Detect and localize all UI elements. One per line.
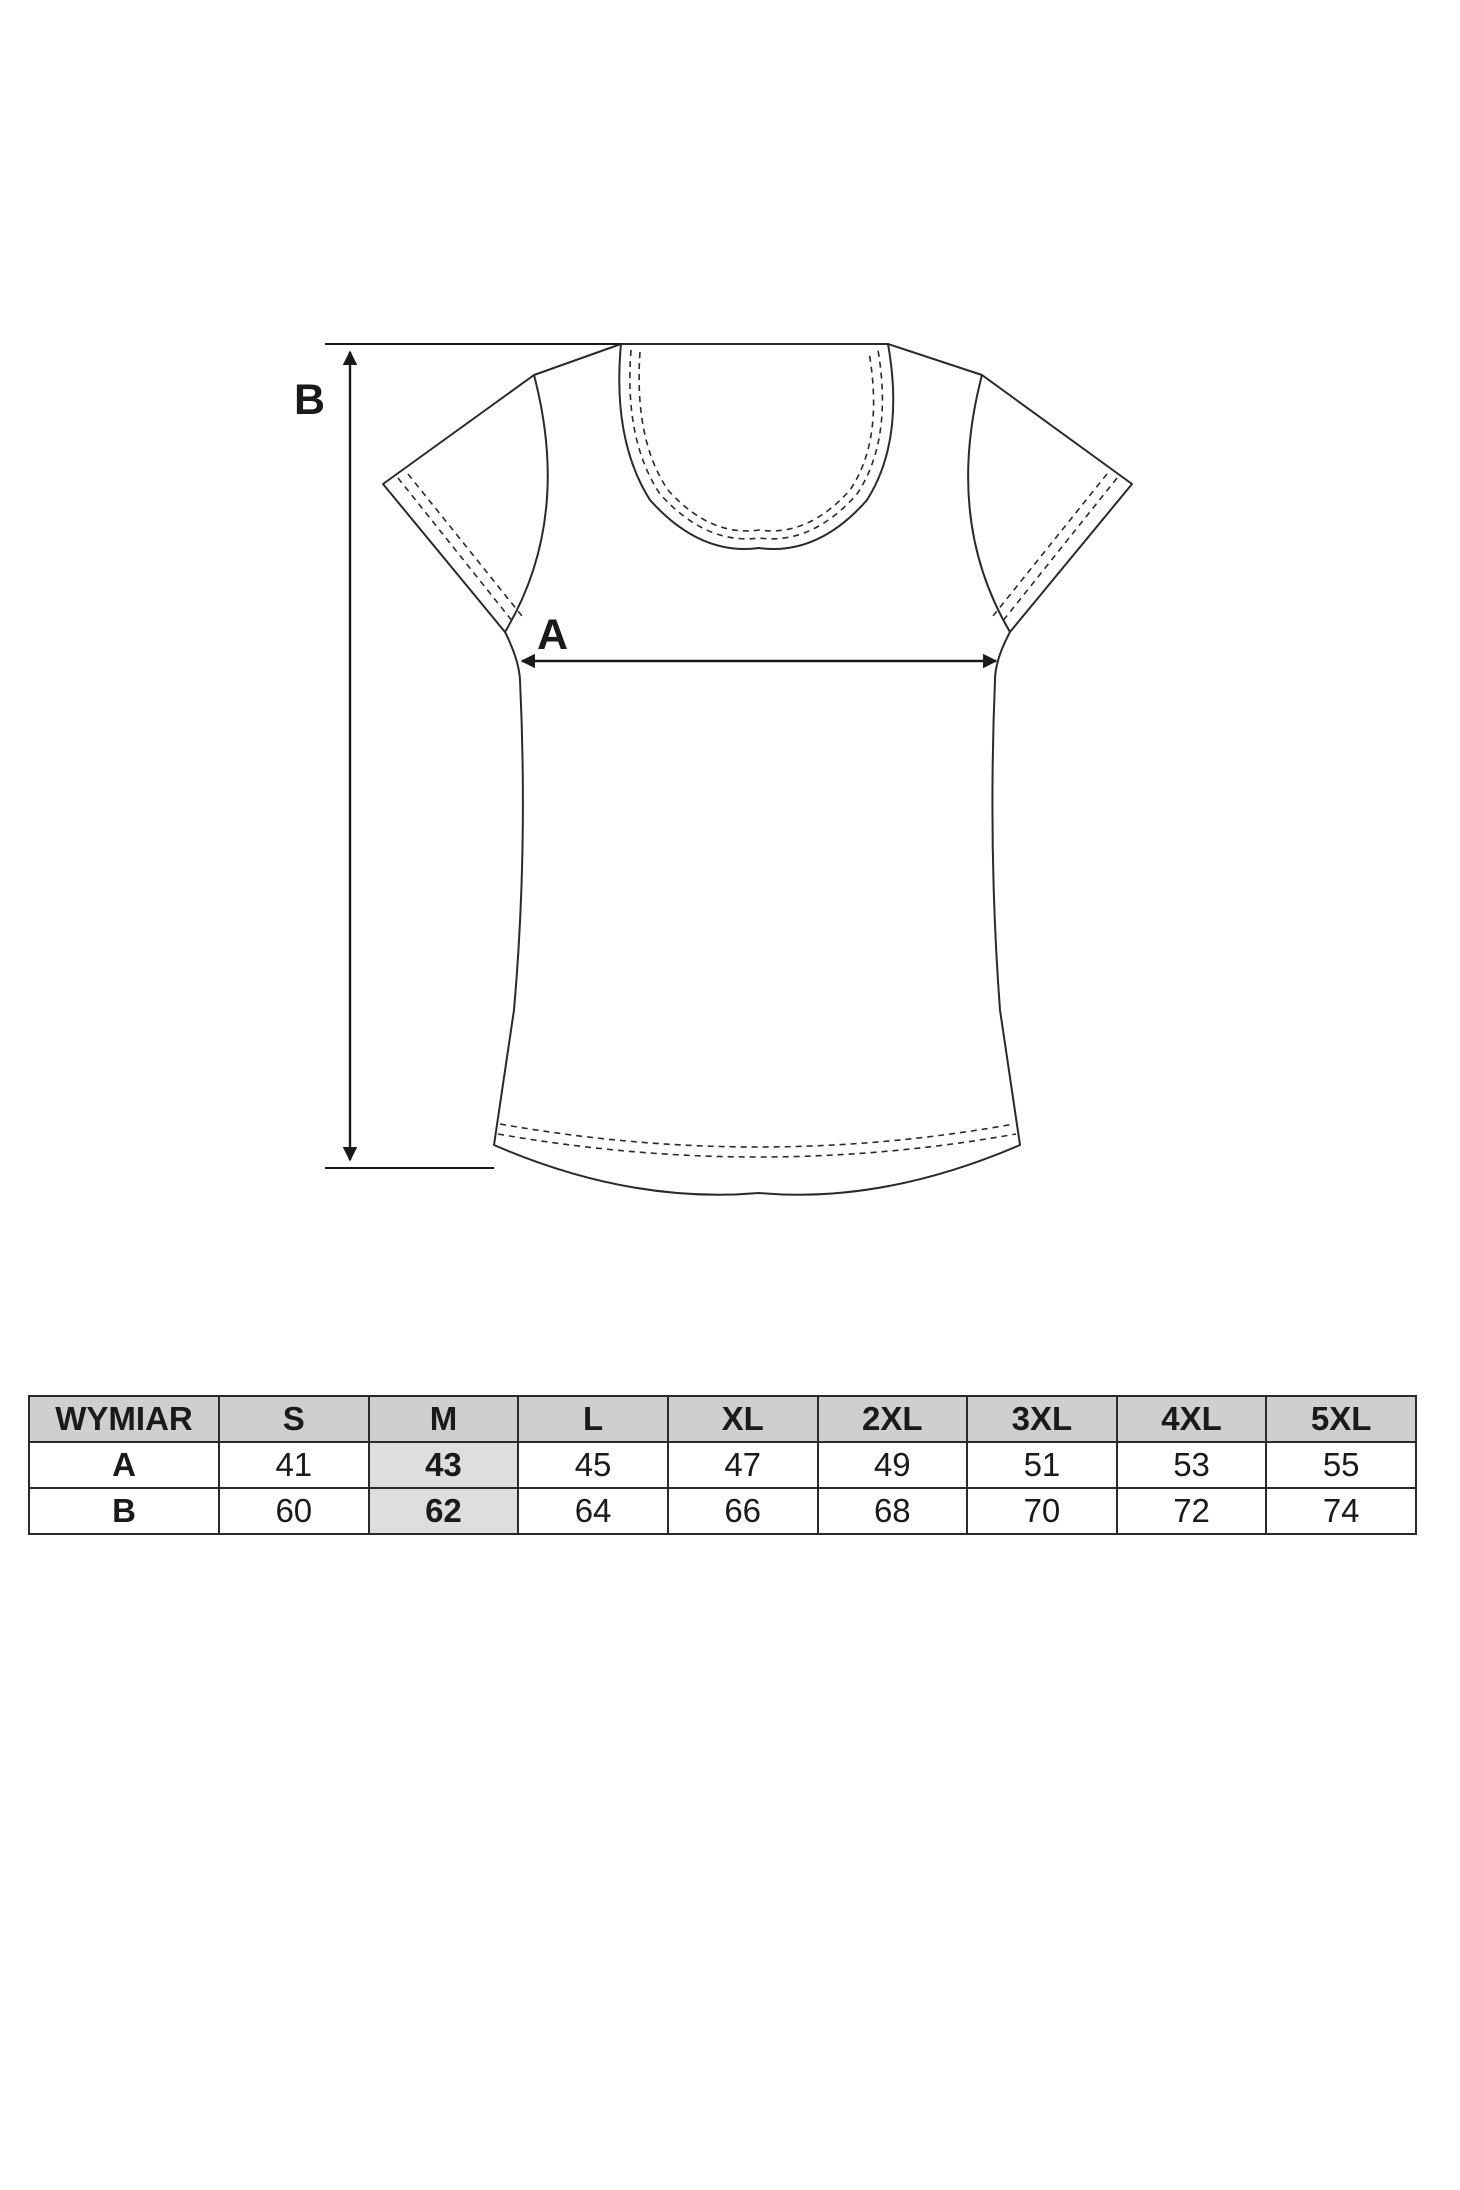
size-header: 4XL [1117,1396,1267,1442]
table-cell: 62 [369,1488,519,1534]
tshirt-outline [383,344,1132,1195]
row-label: B [29,1488,219,1534]
size-header: S [219,1396,369,1442]
size-header: 2XL [818,1396,968,1442]
table-cell: 51 [967,1442,1117,1488]
table-cell: 68 [818,1488,968,1534]
size-header: XL [668,1396,818,1442]
table-cell: 45 [518,1442,668,1488]
table-cell: 70 [967,1488,1117,1534]
size-header: M [369,1396,519,1442]
table-cell: 43 [369,1442,519,1488]
table-cell: 72 [1117,1488,1267,1534]
size-header-row [29,1396,1416,1442]
table-row [29,1488,1416,1534]
table-cell: 41 [219,1442,369,1488]
table-cell: 60 [219,1488,369,1534]
size-chart-table [28,1395,1417,1535]
dimension-a-label: A [537,611,569,659]
table-cell: 64 [518,1488,668,1534]
size-header: L [518,1396,668,1442]
table-cell: 74 [1266,1488,1416,1534]
table-cell: 55 [1266,1442,1416,1488]
row-label: A [29,1442,219,1488]
table-cell: 53 [1117,1442,1267,1488]
table-row [29,1442,1416,1488]
dimension-b-label: B [294,376,326,424]
table-cell: 66 [668,1488,818,1534]
size-header: 5XL [1266,1396,1416,1442]
table-cell: 47 [668,1442,818,1488]
table-cell: 49 [818,1442,968,1488]
size-header: 3XL [967,1396,1117,1442]
tshirt-stitching [398,350,1117,1157]
dimension-b-indicator [325,344,621,1168]
measurement-header: WYMIAR [29,1396,219,1442]
